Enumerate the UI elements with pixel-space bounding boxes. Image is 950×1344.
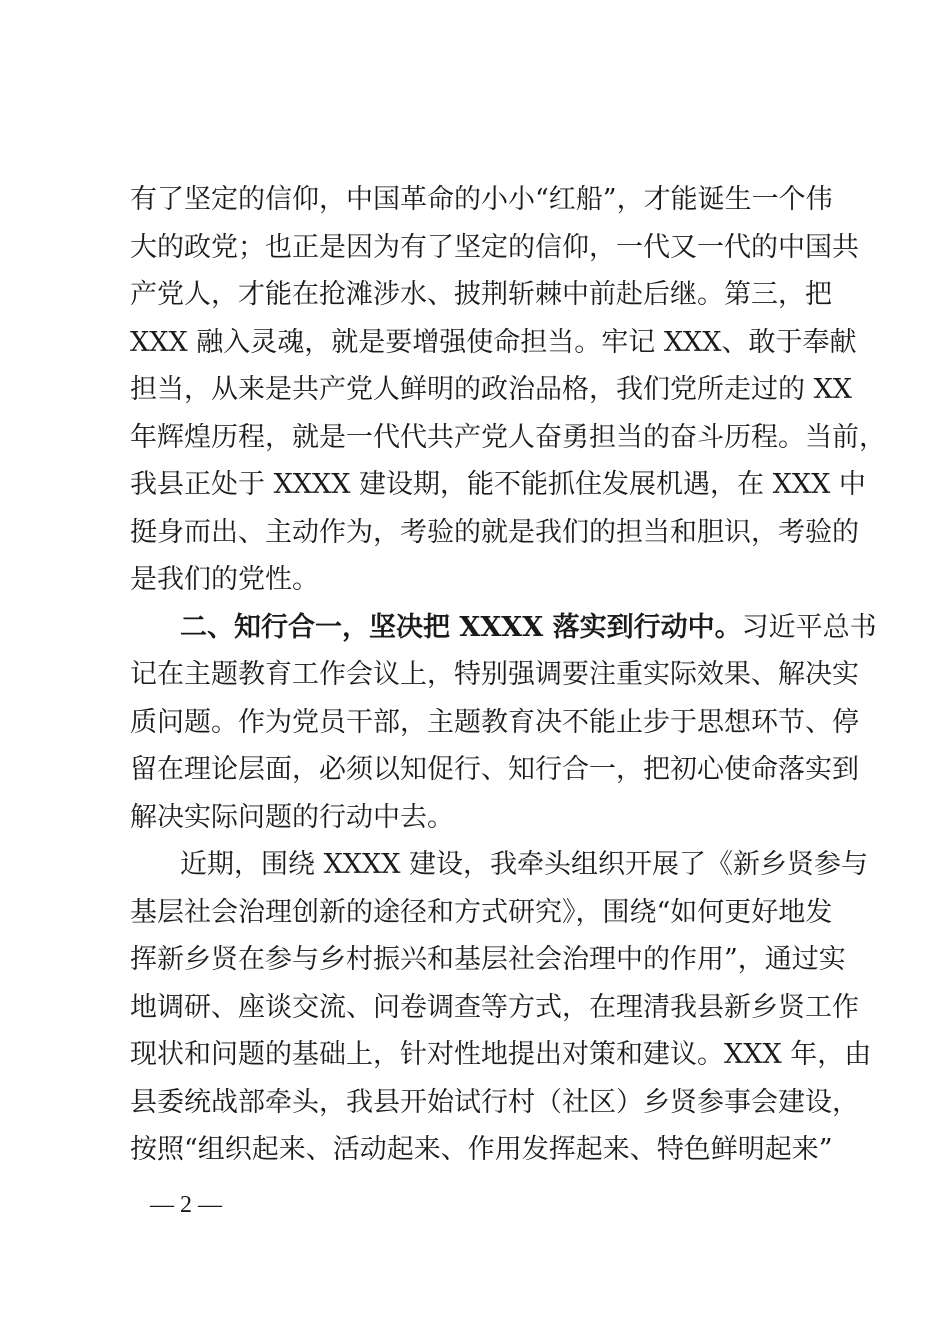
paragraph-line: 挥新乡贤在参与乡村振兴和基层社会治理中的作用”，通过实 (130, 944, 846, 975)
paragraph-line: 产党人，才能在抢滩涉水、披荆斩棘中前赴后继。第三，把 (130, 279, 832, 310)
paragraph-line: 基层社会治理创新的途径和方式研究》，围绕“如何更好地发 (130, 897, 833, 928)
paragraph-line: 我县正处于 XXXX 建设期，能不能抓住发展机遇，在 XXX 中 (130, 469, 866, 500)
paragraph-line: 留在理论层面，必须以知促行、知行合一，把初心使命落实到 (130, 754, 859, 785)
paragraph-line: 是我们的党性。 (130, 564, 319, 595)
paragraph-line: 担当，从来是共产党人鲜明的政治品格，我们党所走过的 XX (130, 374, 853, 405)
paragraph-line: 质问题。作为党员干部，主题教育决不能止步于思想环节、停 (130, 707, 859, 738)
page-number: — 2 — (150, 1192, 222, 1218)
section-heading: 二、知行合一，坚决把 XXXX 落实到行动中。 (180, 612, 742, 643)
paragraph-line: 近期，围绕 XXXX 建设，我牵头组织开展了《新乡贤参与 (180, 849, 869, 880)
paragraph-line: 有了坚定的信仰，中国革命的小小“红船”，才能诞生一个伟 (130, 184, 833, 215)
paragraph-line: 大的政党；也正是因为有了坚定的信仰，一代又一代的中国共 (130, 232, 859, 263)
paragraph-line: 地调研、座谈交流、问卷调查等方式，在理清我县新乡贤工作 (130, 992, 859, 1023)
paragraph-line: 按照“组织起来、活动起来、作用发挥起来、特色鲜明起来” (130, 1134, 833, 1165)
paragraph-line: 挺身而出、主动作为，考验的就是我们的担当和胆识，考验的 (130, 517, 859, 548)
paragraph-line: 现状和问题的基础上，针对性地提出对策和建议。XXX 年，由 (130, 1039, 872, 1070)
paragraph-line: 记在主题教育工作会议上，特别强调要注重实际效果、解决实 (130, 659, 859, 690)
paragraph-line: 解决实际问题的行动中去。 (130, 802, 454, 833)
paragraph-text: 习近平总书 (741, 612, 877, 643)
paragraph-line: 县委统战部牵头，我县开始试行村（社区）乡贤参事会建设， (130, 1087, 859, 1118)
section-heading-line (180, 610, 877, 646)
paragraph-line: XXX 融入灵魂，就是要增强使命担当。牢记 XXX、敢于奉献 (130, 327, 857, 358)
paragraph-line: 年辉煌历程，就是一代代共产党人奋勇担当的奋斗历程。当前， (130, 422, 886, 453)
